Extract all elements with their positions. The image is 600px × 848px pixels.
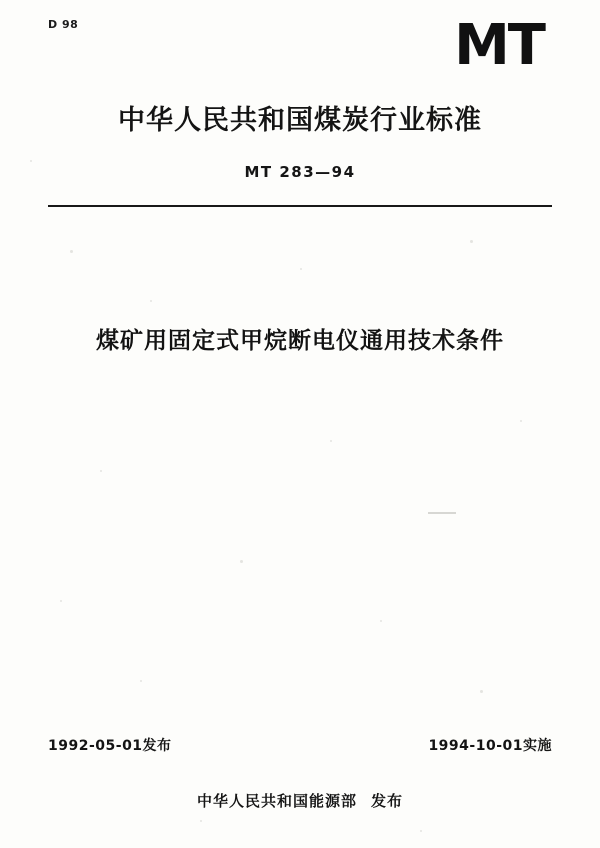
- document-title: 煤矿用固定式甲烷断电仪通用技术条件: [96, 328, 504, 354]
- header-divider: [48, 205, 552, 207]
- date-row: [48, 735, 552, 755]
- paper-speck: [60, 600, 62, 602]
- issuing-authority: 中华人民共和国能源部: [196, 792, 357, 810]
- classification-mark: D 98: [48, 18, 79, 31]
- paper-speck: [420, 830, 422, 832]
- standard-number: MT 283—94: [244, 163, 356, 181]
- issue-date: 1992-05-01发布: [48, 738, 172, 754]
- paper-speck: [30, 160, 32, 162]
- paper-speck: [70, 250, 73, 253]
- paper-speck: [380, 620, 382, 622]
- paper-speck: [470, 240, 473, 243]
- effective-date: 1994-10-01实施: [428, 738, 552, 754]
- paper-smudge: [428, 512, 456, 514]
- paper-speck: [200, 820, 202, 822]
- paper-speck: [140, 680, 142, 682]
- paper-speck: [100, 470, 102, 472]
- mt-logo: MT: [454, 13, 544, 78]
- paper-speck: [150, 300, 152, 302]
- standard-series-title: 中华人民共和国煤炭行业标准: [118, 105, 482, 136]
- paper-speck: [480, 690, 483, 693]
- paper-speck: [300, 268, 302, 270]
- paper-speck: [240, 560, 243, 563]
- paper-speck: [330, 440, 332, 442]
- issuing-authority-row: [0, 790, 600, 811]
- paper-speck: [520, 420, 522, 422]
- issuing-verb: 发布: [371, 792, 404, 810]
